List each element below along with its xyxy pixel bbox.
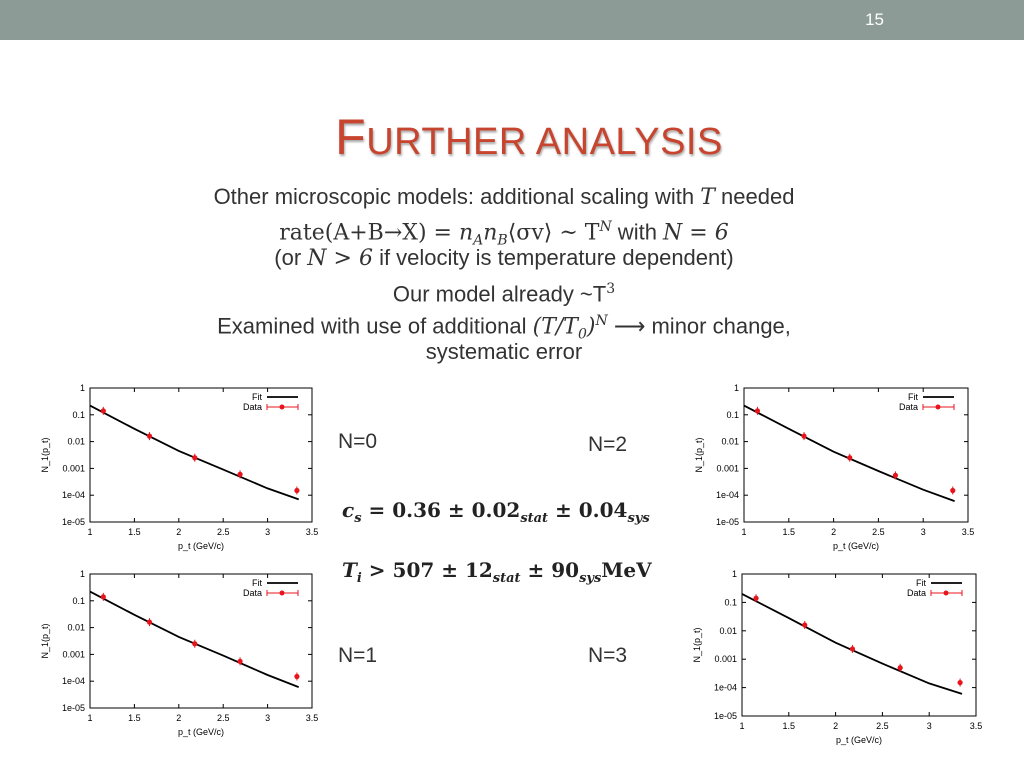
plot-n1: [30, 566, 330, 746]
label-n1: N=1: [338, 644, 378, 667]
label-n2: N=2: [588, 433, 628, 456]
legend-fit-label: Fit: [252, 578, 262, 588]
plot-frame: [742, 574, 976, 716]
x-tick-label: 1: [87, 527, 93, 537]
text-line-5-a: Examined with use of additional: [217, 313, 533, 339]
sup-3: 3: [606, 281, 616, 297]
legend-data-marker: [936, 405, 941, 410]
cs-sub: s: [354, 511, 362, 526]
cs-value: = 0.36 ± 0.02: [361, 498, 521, 522]
fit-line: [90, 592, 299, 688]
x-axis-label: p_t (GeV/c): [832, 541, 880, 551]
text-line-1-b: needed: [714, 184, 795, 209]
x-tick-label: 3: [926, 721, 932, 731]
sub-0: 0: [577, 326, 587, 343]
data-point: [101, 408, 106, 413]
y-tick-label: 0.001: [716, 463, 739, 474]
legend-fit-label: Fit: [916, 578, 926, 588]
x-tick-label: 2.5: [872, 527, 885, 537]
arrow-icon: ⟶: [607, 313, 652, 339]
y-tick-label: 0.01: [719, 625, 737, 636]
plot-frame: [744, 388, 968, 522]
text-line-3-a: (or: [274, 245, 308, 270]
sup-n: N: [599, 219, 612, 235]
x-tick-label: 1: [741, 527, 747, 537]
data-point: [893, 473, 898, 478]
fit-line: [744, 406, 955, 502]
ti-unit: MeV: [601, 558, 652, 582]
y-axis-label: N_1(p_t): [40, 623, 50, 659]
x-axis-label: p_t (GeV/c): [835, 735, 883, 745]
n-equals-six: N = 6: [663, 220, 729, 246]
legend-data-label: Data: [242, 588, 262, 598]
plot-n2: [686, 380, 986, 560]
x-axis-label: p_t (GeV/c): [177, 541, 225, 551]
x-tick-label: 3.5: [961, 527, 975, 537]
n-a-symbol: n: [458, 220, 474, 246]
slide-number: 15: [865, 10, 884, 29]
x-tick-label: 3.5: [305, 527, 319, 537]
fit-line: [742, 594, 962, 694]
x-tick-label: 3.5: [305, 713, 319, 723]
plot-frame: [90, 574, 312, 708]
text-line-4-a: Our model already ~T: [392, 281, 607, 307]
y-tick-label: 0.001: [714, 654, 737, 665]
y-tick-label: 1: [733, 383, 739, 393]
legend-data-marker: [280, 591, 285, 596]
ti-symbol: T: [342, 558, 357, 582]
with-word: with: [611, 219, 664, 245]
data-point: [192, 455, 197, 460]
y-tick-label: 0.001: [62, 649, 85, 660]
x-tick-label: 2.5: [876, 721, 889, 731]
x-tick-label: 3: [265, 527, 271, 537]
plot-n0: [30, 380, 330, 560]
text-line-3: [100, 243, 908, 274]
legend-data-marker: [280, 405, 285, 410]
x-tick-label: 2: [831, 527, 837, 537]
cs-sys: sys: [627, 511, 650, 526]
cs-stat: stat: [520, 511, 549, 526]
label-n3: N=3: [588, 644, 628, 667]
y-tick-label: 1e-05: [713, 711, 737, 721]
ratio-sup-n: N: [595, 313, 608, 329]
x-tick-label: 1.5: [128, 527, 141, 537]
text-line-1-a: Other microscopic models: additional scaling with: [213, 184, 701, 209]
y-tick-label: 0.001: [62, 463, 85, 474]
plot-n3: [686, 566, 986, 766]
data-point: [294, 488, 299, 493]
ti-sys-value: ± 90: [520, 558, 580, 582]
x-tick-label: 1: [87, 713, 93, 723]
cs-symbol: c: [342, 498, 355, 522]
legend-data-label: Data: [898, 402, 918, 412]
ti-value: > 507 ± 12: [361, 558, 493, 582]
data-point: [294, 674, 299, 679]
title-initial: F: [335, 109, 367, 165]
text-line-4: [100, 274, 908, 309]
y-tick-label: 1e-05: [61, 703, 85, 713]
data-point: [755, 408, 760, 413]
x-tick-label: 2: [176, 713, 182, 723]
rate-expression: rate(A+B→X) =: [279, 220, 459, 246]
n-greater-six: N > 6: [307, 246, 373, 271]
data-point: [850, 646, 855, 651]
ratio-term: (T/T: [532, 314, 578, 340]
y-axis-label: N_1(p_t): [692, 627, 702, 663]
data-point: [802, 622, 807, 627]
y-tick-label: 1e-05: [61, 517, 85, 527]
legend-fit-label: Fit: [252, 392, 262, 402]
ti-equation: [342, 558, 652, 586]
data-point: [801, 434, 806, 439]
legend-data-label: Data: [242, 402, 262, 412]
sub-a: A: [473, 232, 484, 249]
data-point: [237, 659, 242, 664]
y-tick-label: 1: [79, 569, 85, 579]
label-n0: N=0: [338, 430, 378, 453]
y-tick-label: 0.01: [67, 436, 85, 447]
y-tick-label: 0.1: [72, 595, 85, 606]
cross-section-term: ⟨σv⟩ ~ T: [507, 220, 600, 246]
cs-equation: [342, 498, 650, 526]
legend-data-label: Data: [906, 588, 926, 598]
y-tick-label: 0.1: [726, 409, 739, 420]
x-tick-label: 1.5: [128, 713, 141, 723]
n-b-symbol: n: [483, 220, 498, 246]
data-point: [898, 665, 903, 670]
y-tick-label: 1e-04: [713, 682, 737, 693]
x-axis-label: p_t (GeV/c): [177, 727, 225, 737]
data-point: [950, 488, 955, 493]
legend-data-marker: [944, 591, 949, 596]
ti-stat: stat: [492, 571, 521, 586]
text-line-1: [100, 182, 908, 213]
y-tick-label: 0.1: [724, 597, 737, 608]
x-tick-label: 3.5: [969, 721, 983, 731]
y-tick-label: 1e-04: [715, 490, 739, 501]
top-bar: [0, 0, 1024, 40]
data-point: [147, 434, 152, 439]
text-line-6: systematic error: [425, 339, 583, 364]
x-tick-label: 1.5: [782, 527, 796, 537]
fit-line: [90, 406, 299, 500]
ti-sub: i: [356, 571, 362, 586]
x-tick-label: 2: [176, 527, 182, 537]
legend-fit-label: Fit: [908, 392, 918, 402]
ti-sys: sys: [579, 571, 602, 586]
text-line-5-b: minor change,: [651, 313, 791, 339]
ratio-close: ): [586, 314, 596, 340]
y-tick-label: 1: [79, 383, 85, 393]
title-rest: URTHER ANALYSIS: [366, 121, 723, 163]
text-line-1-var: T: [700, 185, 715, 210]
y-tick-label: 1e-04: [61, 490, 85, 501]
slide-title: [0, 108, 1024, 166]
x-tick-label: 2.5: [216, 527, 230, 537]
data-point: [237, 472, 242, 477]
data-point: [957, 680, 962, 685]
y-axis-label: N_1(p_t): [40, 437, 50, 473]
data-point: [192, 641, 197, 646]
y-tick-label: 1e-04: [61, 676, 85, 687]
data-point: [753, 596, 758, 601]
y-tick-label: 1e-05: [715, 517, 739, 527]
x-tick-label: 3: [265, 713, 271, 723]
text-line-3-b: if velocity is temperature dependent): [372, 245, 734, 270]
y-tick-label: 0.01: [67, 622, 85, 633]
x-tick-label: 1.5: [782, 721, 796, 731]
x-tick-label: 1: [739, 721, 745, 731]
data-point: [101, 594, 106, 599]
plot-frame: [90, 388, 312, 522]
data-point: [147, 620, 152, 625]
x-tick-label: 2: [833, 721, 839, 731]
y-axis-label: N_1(p_t): [694, 437, 704, 473]
sub-b: B: [497, 232, 508, 249]
y-tick-label: 0.01: [721, 436, 739, 447]
x-tick-label: 2.5: [216, 713, 230, 723]
y-tick-label: 1: [731, 569, 737, 579]
cs-sys-value: ± 0.04: [548, 498, 628, 522]
x-tick-label: 3: [920, 527, 926, 537]
y-tick-label: 0.1: [72, 409, 85, 420]
data-point: [847, 455, 852, 460]
